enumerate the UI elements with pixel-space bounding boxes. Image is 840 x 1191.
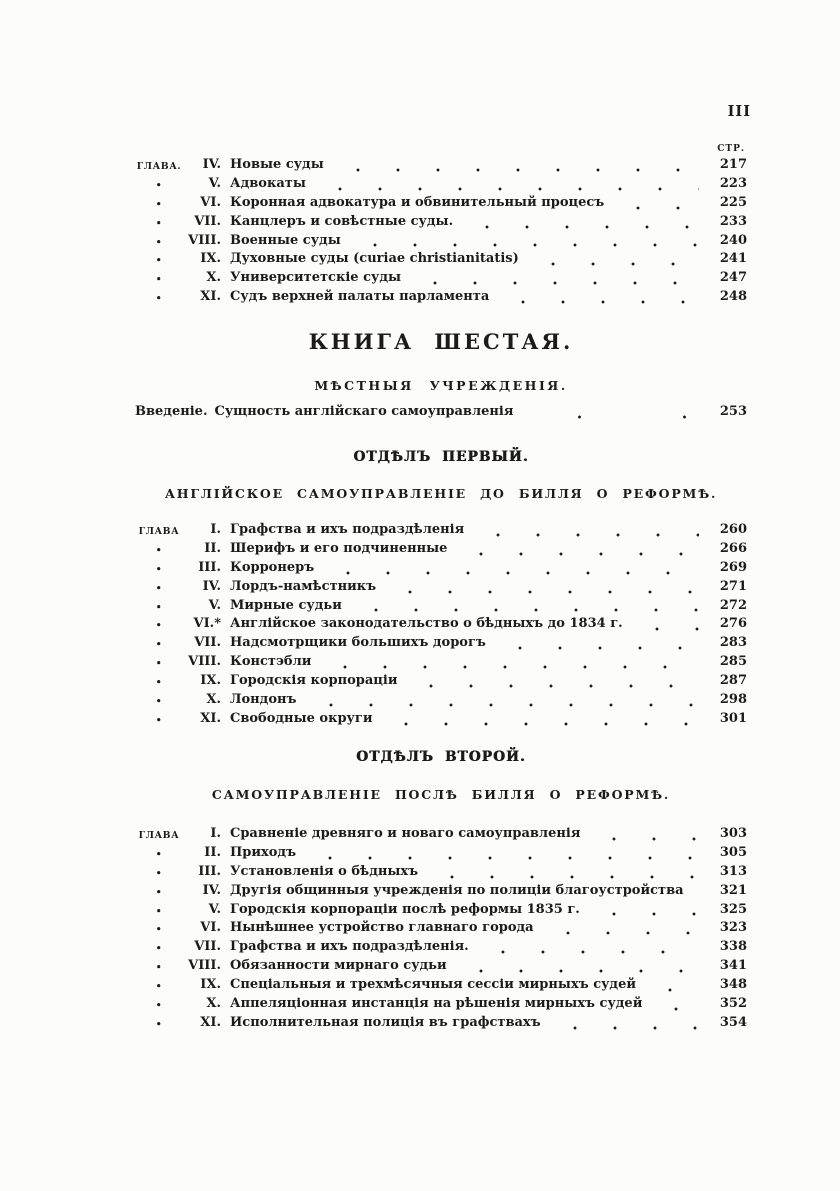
chapter-number: XI. [200, 289, 221, 305]
chapter-title: Военные суды [230, 232, 341, 248]
toc-list-section1 [135, 522, 747, 730]
section-heading-2: ОТДѢЛЪ ВТОРОЙ. [356, 749, 526, 765]
chapter-title: Городскія корпораціи [230, 673, 398, 689]
page-number: 303 [719, 826, 747, 841]
page-number: 248 [719, 289, 747, 305]
chapter-label: • [155, 198, 163, 210]
chapter-number: VIII. [188, 654, 221, 670]
page-column-header: СТР. [717, 144, 745, 154]
toc-row [135, 826, 747, 845]
chapter-number: VI. [200, 920, 221, 936]
dot-leader [380, 711, 699, 730]
chapter-number: IX. [200, 251, 221, 267]
chapter-title: Университетскіе суды [230, 270, 402, 286]
toc-list-book5 [135, 157, 747, 308]
dot-leader [692, 883, 699, 902]
chapter-number: V. [208, 175, 221, 191]
page-number: 325 [719, 901, 747, 917]
chapter-label: • [155, 544, 163, 556]
chapter-title: Лордъ-намѣстникъ [230, 578, 377, 594]
chapter-title: Графства и ихъ подраздѣленія. [230, 939, 469, 955]
toc-row [135, 692, 747, 711]
chapter-title: Исполнительная полиція въ графствахъ [230, 1014, 541, 1030]
dot-leader [461, 214, 699, 233]
chapter-number: IV. [202, 578, 221, 594]
chapter-label: • [155, 714, 163, 726]
intro-title: Сущность англійскаго самоуправленія [214, 404, 514, 419]
chapter-number: IV. [202, 882, 221, 898]
toc-row [135, 251, 747, 270]
page-number: 260 [719, 522, 747, 537]
chapter-title: Констэбли [230, 654, 312, 670]
toc-row [135, 176, 747, 195]
chapter-label: • [155, 639, 163, 651]
chapter-number: VII. [194, 939, 221, 955]
toc-row [135, 541, 747, 560]
toc-row [135, 289, 747, 308]
page-number: 269 [719, 559, 747, 575]
toc-row [135, 598, 747, 617]
dot-leader [405, 673, 699, 692]
chapter-title: Адвокаты [230, 175, 306, 191]
page-number: 241 [719, 251, 747, 267]
page-number: 253 [719, 404, 747, 419]
chapter-label: • [155, 696, 163, 708]
chapter-label: • [155, 677, 163, 689]
dot-leader [644, 977, 699, 996]
toc-row [135, 996, 747, 1015]
intro-label: Введеніе. [135, 404, 208, 419]
chapter-title: Шерифъ и его подчиненные [230, 540, 448, 556]
chapter-label: • [155, 867, 163, 879]
page-number: 266 [719, 540, 747, 556]
chapter-label: • [155, 658, 163, 670]
dot-leader [477, 939, 699, 958]
toc-row [135, 635, 747, 654]
dot-leader [314, 176, 699, 195]
chapter-number: IX. [200, 977, 221, 993]
dot-leader [612, 195, 699, 214]
page-number: 285 [719, 654, 747, 670]
chapter-title: Графства и ихъ подраздѣленія [230, 522, 465, 537]
chapter-number: VII. [194, 635, 221, 651]
chapter-title: Надсмотрщики большихъ дорогъ [230, 635, 486, 651]
intro-row [135, 404, 747, 423]
page-number: 313 [719, 863, 747, 879]
chapter-title: Судъ верхней палаты парламента [230, 289, 490, 305]
chapter-title: Аппеляціонная инстанція на рѣшенія мирныхъ судей [230, 996, 643, 1012]
dot-leader [650, 996, 699, 1015]
dot-leader [588, 826, 699, 845]
chapter-label: • [155, 293, 163, 305]
dot-leader [304, 845, 699, 864]
chapter-title: Новые суды [230, 157, 324, 172]
page-number: 283 [719, 635, 747, 651]
page-number: 225 [719, 194, 747, 210]
toc-list-section2 [135, 826, 747, 1034]
chapter-number: II. [204, 540, 221, 556]
page-number: 287 [719, 673, 747, 689]
chapter-number: V. [208, 901, 221, 917]
dot-leader [426, 864, 699, 883]
page-number: 305 [719, 844, 747, 860]
section-heading-1: ОТДѢЛЪ ПЕРВЫЙ. [353, 449, 529, 465]
dot-leader [494, 635, 699, 654]
chapter-number: II. [204, 844, 221, 860]
dot-leader [322, 560, 699, 579]
chapter-number: III. [198, 863, 221, 879]
page-number: 247 [719, 270, 747, 286]
toc-row [135, 270, 747, 289]
chapter-number: XI. [200, 1014, 221, 1030]
chapter-number: I. [210, 522, 221, 537]
chapter-label: • [155, 962, 163, 974]
book-subtitle: МѢСТНЫЯ УЧРЕЖДЕНІЯ. [314, 378, 568, 393]
chapter-title: Англійское законодательство о бѣдныхъ до 1834 г. [230, 616, 623, 632]
dot-leader [455, 541, 699, 560]
toc-row [135, 616, 747, 635]
chapter-title: Свободные округи [230, 710, 373, 726]
section-subheading-2: САМОУПРАВЛЕНІЕ ПОСЛѢ БИЛЛЯ О РЕФОРМѢ. [211, 787, 671, 802]
page-number: 354 [719, 1014, 747, 1030]
page-number: 301 [719, 710, 747, 726]
chapter-number: I. [210, 826, 221, 841]
chapter-number: X. [206, 996, 221, 1012]
dot-leader [350, 598, 699, 617]
chapter-title: Нынѣшнее устройство главнаго города [230, 920, 534, 936]
chapter-label: • [155, 179, 163, 191]
chapter-number: VI.* [193, 616, 221, 632]
page-number: 338 [719, 939, 747, 955]
dot-leader [472, 522, 699, 541]
chapter-number: VI. [200, 194, 221, 210]
page-number: 240 [719, 232, 747, 248]
dot-leader [521, 404, 699, 423]
toc-row [135, 845, 747, 864]
chapter-label: • [155, 601, 163, 613]
page-number: 217 [719, 157, 747, 172]
chapter-label: • [155, 905, 163, 917]
page-number: 341 [719, 958, 747, 974]
chapter-label: ГЛАВА. [136, 161, 182, 172]
toc-row [135, 560, 747, 579]
dot-leader [631, 616, 699, 635]
chapter-number: VIII. [188, 232, 221, 248]
toc-row [135, 864, 747, 883]
chapter-number: XI. [200, 710, 221, 726]
dot-leader [542, 920, 699, 939]
chapter-number: VII. [194, 213, 221, 229]
chapter-label: • [155, 255, 163, 267]
toc-row [135, 233, 747, 252]
dot-leader [527, 251, 699, 270]
page-number: 298 [719, 692, 747, 708]
page-number: 352 [719, 996, 747, 1012]
chapter-title: Канцлеръ и совѣстные суды. [230, 213, 454, 229]
chapter-label: • [155, 620, 163, 632]
chapter-label: • [155, 563, 163, 575]
chapter-label: • [155, 1018, 163, 1030]
chapter-title: Городскія корпораціи послѣ реформы 1835 г. [230, 901, 580, 917]
dot-leader [305, 692, 699, 711]
toc-row [135, 579, 747, 598]
chapter-title: Лондонъ [230, 692, 297, 708]
dot-leader [549, 1015, 699, 1034]
page-number: 271 [719, 578, 747, 594]
dot-leader [319, 654, 699, 673]
chapter-label: • [155, 943, 163, 955]
page-folio: III [727, 103, 751, 120]
dot-leader [497, 289, 699, 308]
chapter-number: X. [206, 270, 221, 286]
chapter-label: ГЛАВА [138, 830, 180, 841]
dot-leader [332, 157, 699, 176]
dot-leader [409, 270, 699, 289]
toc-row [135, 920, 747, 939]
page-number: 323 [719, 920, 747, 936]
toc-row [135, 654, 747, 673]
chapter-title: Обязанности мирнаго судьи [230, 958, 447, 974]
chapter-title: Другія общинныя учрежденія по полиціи благоустройства [230, 882, 684, 898]
chapter-label: • [155, 1000, 163, 1012]
chapter-number: X. [206, 692, 221, 708]
chapter-label: • [155, 236, 163, 248]
dot-leader [455, 958, 699, 977]
chapter-title: Мирные судьи [230, 597, 342, 613]
chapter-title: Приходъ [230, 844, 297, 860]
toc-row [135, 902, 747, 921]
toc-row [135, 958, 747, 977]
chapter-label: • [155, 924, 163, 936]
toc-row [135, 977, 747, 996]
section-subheading-1: АНГЛІЙСКОЕ САМОУПРАВЛЕНІЕ ДО БИЛЛЯ О РЕФОРМѢ. [164, 486, 718, 501]
toc-row [135, 157, 747, 176]
chapter-number: IX. [200, 673, 221, 689]
chapter-label: • [155, 217, 163, 229]
chapter-title: Сравненіе древняго и новаго самоуправленія [230, 826, 581, 841]
book-title: КНИГА ШЕСТАЯ. [308, 329, 574, 354]
chapter-title: Духовные суды (curiae christianitatis) [230, 251, 519, 267]
page-number: 276 [719, 616, 747, 632]
page-number: 272 [719, 597, 747, 613]
page-number: 348 [719, 977, 747, 993]
chapter-number: IV. [202, 157, 221, 172]
chapter-title: Спеціальныя и трехмѣсячныя сессіи мирныхъ судей [230, 977, 637, 993]
dot-leader [349, 233, 699, 252]
chapter-title: Корронеръ [230, 559, 315, 575]
toc-row [135, 711, 747, 730]
toc-row [135, 195, 747, 214]
chapter-label: • [155, 274, 163, 286]
chapter-label: ГЛАВА [138, 526, 180, 537]
page-number: 223 [719, 175, 747, 191]
chapter-label: • [155, 582, 163, 594]
chapter-label: • [155, 848, 163, 860]
toc-row [135, 673, 747, 692]
toc-row [135, 214, 747, 233]
chapter-number: V. [208, 597, 221, 613]
chapter-number: VIII. [188, 958, 221, 974]
toc-row [135, 939, 747, 958]
page-number: 321 [719, 882, 747, 898]
toc-row [135, 522, 747, 541]
dot-leader [588, 902, 699, 921]
chapter-title: Установленія о бѣдныхъ [230, 863, 419, 879]
chapter-number: III. [198, 559, 221, 575]
toc-row [135, 883, 747, 902]
chapter-title: Коронная адвокатура и обвинительный процесъ [230, 194, 605, 210]
chapter-label: • [155, 886, 163, 898]
toc-row [135, 1015, 747, 1034]
dot-leader [384, 579, 699, 598]
chapter-label: • [155, 981, 163, 993]
page-number: 233 [719, 213, 747, 229]
